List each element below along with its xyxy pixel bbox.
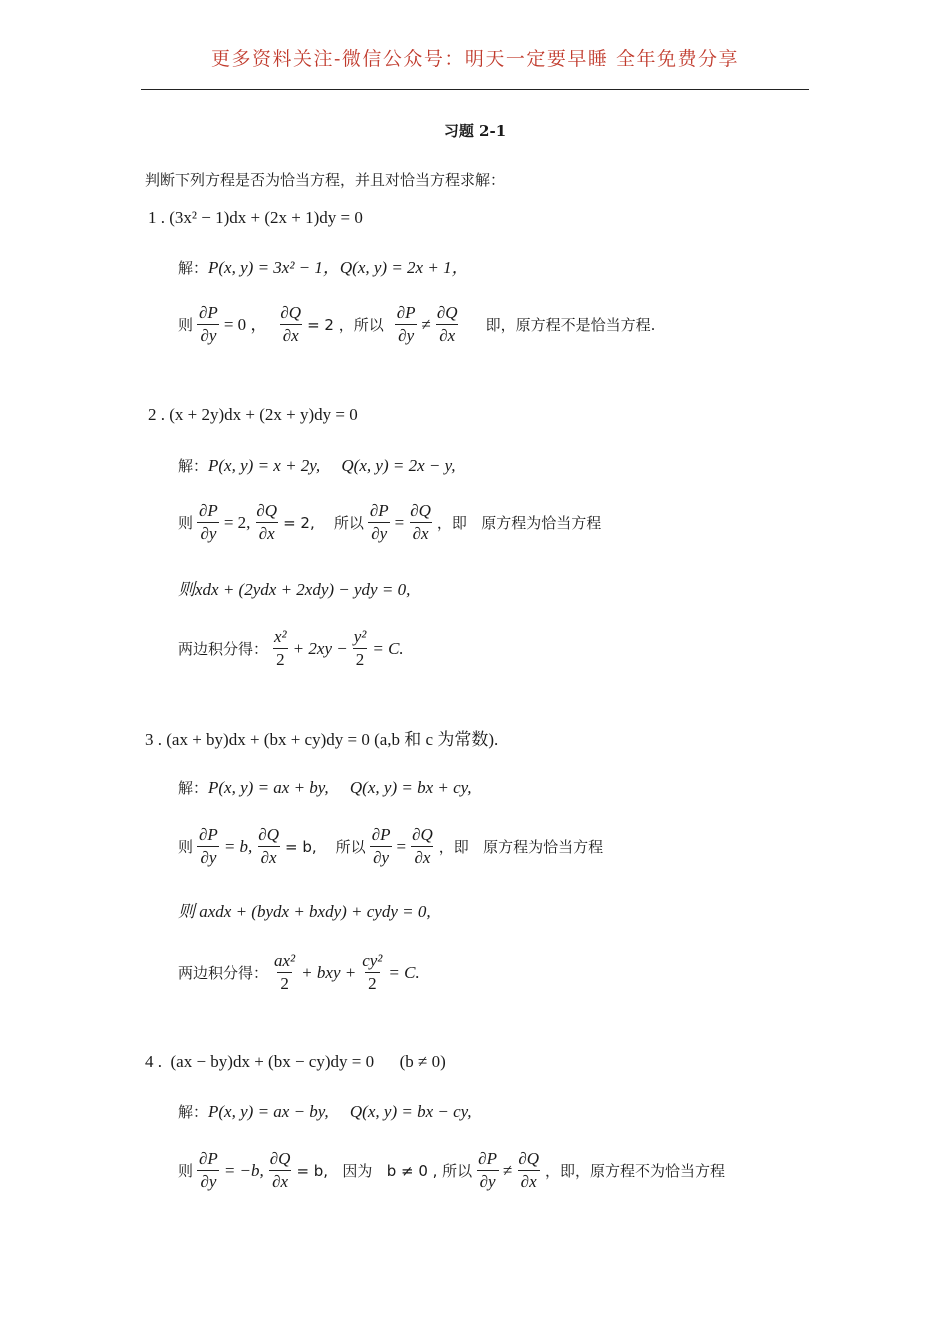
problem-2-integral — [178, 628, 404, 669]
problem-1-statement: 1 . (3x² − 1)dx + (2x + 1)dy = 0 — [148, 208, 363, 227]
problem-4-statement: 4 . (ax − by)dx + (bx − cy)dy = 0 (b ≠ 0) — [145, 1052, 446, 1071]
conclusion: ，即，原方程不为恰当方程 — [545, 1161, 726, 1180]
dp-dy-fraction: $\frac{\partial P}{\partial y}$ — [199, 1149, 218, 1191]
dq-value: = 2 ，所以 — [307, 315, 384, 334]
comparison-sign: ≠ — [421, 314, 431, 334]
conclusion: 即，原方程不是恰当方程. — [485, 315, 656, 334]
problem-3-integral — [178, 952, 420, 993]
problem-1-solution — [178, 258, 469, 278]
problem-2-solution — [178, 456, 455, 476]
dp-value: = b, — [223, 836, 253, 856]
solution-expression: P(x, y) = ax + by, Q(x, y) = bx + cy, — [208, 778, 472, 797]
result: = C. — [388, 962, 420, 982]
dp-dy-fraction: $\frac{\partial P}{\partial y}$ — [478, 1149, 497, 1191]
dq-value: = b, 所以 — [284, 837, 366, 856]
header-divider — [141, 89, 809, 90]
dq-dx-fraction: $\frac{\partial Q}{\partial x}$ — [256, 501, 278, 543]
term-fraction: $\frac{\text{y²}}{2}$ — [353, 627, 367, 669]
dp-value: = 0 ， — [223, 314, 268, 334]
dq-dx-fraction: $\frac{\partial Q}{\partial x}$ — [258, 825, 279, 867]
then-label: 则 — [178, 1161, 194, 1180]
then-label: 则 — [178, 315, 194, 334]
dq-dx-fraction: $\frac{\partial Q}{\partial x}$ — [436, 303, 458, 345]
solution-label: 解： — [178, 1103, 209, 1121]
dp-dy-fraction: $\frac{\partial P}{\partial y}$ — [199, 825, 218, 867]
comparison-sign: ≠ — [502, 1160, 513, 1180]
page-header-banner: 更多资料关注-微信公众号：明天一定要早睡 全年免费分享 — [211, 48, 739, 70]
comparison-sign: = — [396, 836, 407, 856]
dq-dx-fraction: $\frac{\partial Q}{\partial x}$ — [280, 303, 302, 345]
term-fraction: $\frac{\text{x²}}{2}$ — [274, 627, 287, 669]
middle-term: + 2xy − — [292, 638, 348, 658]
problem-1-partials — [178, 304, 655, 345]
dp-dy-fraction: $\frac{\partial P}{\partial y}$ — [199, 303, 218, 345]
instructions: 判断下列方程是否为恰当方程，并且对恰当方程求解： — [145, 171, 506, 189]
problem-3-statement: 3 . (ax + by)dx + (bx + cy)dy = 0 (a,b 和 c 为常数). — [145, 730, 499, 749]
dp-value: = −b, — [223, 1160, 264, 1180]
dp-dy-fraction: $\frac{\partial P}{\partial y}$ — [199, 501, 218, 543]
integral-label: 两边积分得： — [178, 639, 269, 658]
problem-2-statement: 2 . (x + 2y)dx + (2x + y)dy = 0 — [148, 405, 358, 424]
solution-expression: P(x, y) = ax − by, Q(x, y) = bx − cy, — [208, 1102, 472, 1121]
solution-label: 解： — [178, 457, 209, 475]
problem-3-partials — [178, 826, 603, 867]
dq-value: = 2, 所以 — [283, 513, 364, 532]
dq-dx-fraction: $\frac{\partial Q}{\partial x}$ — [412, 825, 433, 867]
conclusion: ，即 原方程为恰当方程 — [438, 837, 604, 856]
problem-2-step: 则xdx + (2ydx + 2xdy) − ydy = 0, — [178, 580, 411, 599]
dp-value: = 2, — [223, 512, 251, 532]
term-fraction: $\frac{\text{ax²}}{2}$ — [274, 951, 296, 993]
dq-dx-fraction: $\frac{\partial Q}{\partial x}$ — [269, 1149, 291, 1191]
dp-dy-fraction: $\frac{\partial P}{\partial y}$ — [396, 303, 416, 345]
solution-label: 解： — [178, 259, 209, 277]
result: = C. — [372, 638, 404, 658]
dp-dy-fraction: $\frac{\partial P}{\partial y}$ — [369, 501, 389, 543]
term-fraction: $\frac{\text{cy²}}{2}$ — [362, 951, 383, 993]
then-label: 则 — [178, 513, 194, 532]
then-label: 则 — [178, 837, 194, 856]
problem-3-solution — [178, 778, 472, 798]
solution-expression: P(x, y) = x + 2y, Q(x, y) = 2x − y, — [208, 456, 456, 475]
dq-dx-fraction: $\frac{\partial Q}{\partial x}$ — [518, 1149, 539, 1191]
problem-2-partials — [178, 502, 601, 543]
conclusion: ，即 原方程为恰当方程 — [436, 513, 602, 532]
problem-4-solution — [178, 1102, 472, 1122]
dp-dy-fraction: $\frac{\partial P}{\partial y}$ — [371, 825, 391, 867]
exercise-title: 习题 2-1 — [443, 122, 507, 140]
solution-label: 解： — [178, 779, 209, 797]
middle-term: + bxy + — [301, 962, 357, 982]
dq-dx-fraction: $\frac{\partial Q}{\partial x}$ — [410, 501, 431, 543]
solution-expression: P(x, y) = 3x² − 1，Q(x, y) = 2x + 1， — [208, 258, 469, 277]
dq-value: = b, 因为 b ≠ 0 , 所以 — [296, 1161, 473, 1180]
problem-3-step: 则 axdx + (bydx + bxdy) + cydy = 0, — [178, 902, 431, 921]
problem-4-partials — [178, 1150, 725, 1191]
comparison-sign: = — [394, 512, 405, 532]
integral-label: 两边积分得： — [178, 963, 269, 982]
